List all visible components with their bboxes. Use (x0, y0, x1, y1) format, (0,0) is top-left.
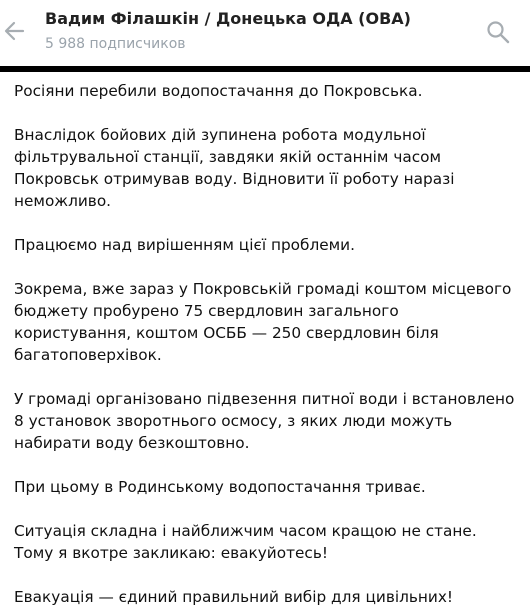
message-paragraph: Росіяни перебили водопостачання до Покровська. (14, 82, 423, 100)
search-button[interactable] (485, 19, 511, 45)
message-paragraph: Евакуація — єдиний правильний вибір для цивільних! (14, 588, 454, 606)
message-paragraph: При цьому в Родинському водопостачання триває. (14, 478, 426, 496)
back-button[interactable] (2, 18, 28, 44)
message-paragraph: У громаді організовано підвезення питної води і встановлено 8 установок зворотнього осмосу, з яких люди можуть набирати воду безкоштовно. (14, 390, 515, 452)
arrow-left-icon (2, 18, 28, 44)
message-paragraph: Ситуація складна і найближчим часом кращою не стане. Тому я вкотре закликаю: евакуйотесь! (14, 522, 477, 562)
channel-title[interactable]: Вадим Філашкін / Донецька ОДА (ОВА) (45, 9, 411, 28)
header-separator (0, 66, 530, 72)
search-icon (485, 19, 511, 45)
message-body (14, 80, 520, 608)
subscriber-count: 5 988 подписчиков (45, 36, 186, 52)
message-paragraph: Зокрема, вже зараз у Покровській громаді коштом місцевого бюджету пробурено 75 свердловин загального користування, коштом ОСББ — 250 свердловин біля багатоповерхівок. (14, 280, 512, 364)
channel-header (0, 0, 530, 66)
message-paragraph: Працюємо над вирішенням цієї проблеми. (14, 236, 355, 254)
message-paragraph: Внаслідок бойових дій зупинена робота модульної фільтрувальної станції, завдяки якій останнім часом Покровськ отримував воду. Відновити її роботу наразі неможливо. (14, 126, 455, 210)
